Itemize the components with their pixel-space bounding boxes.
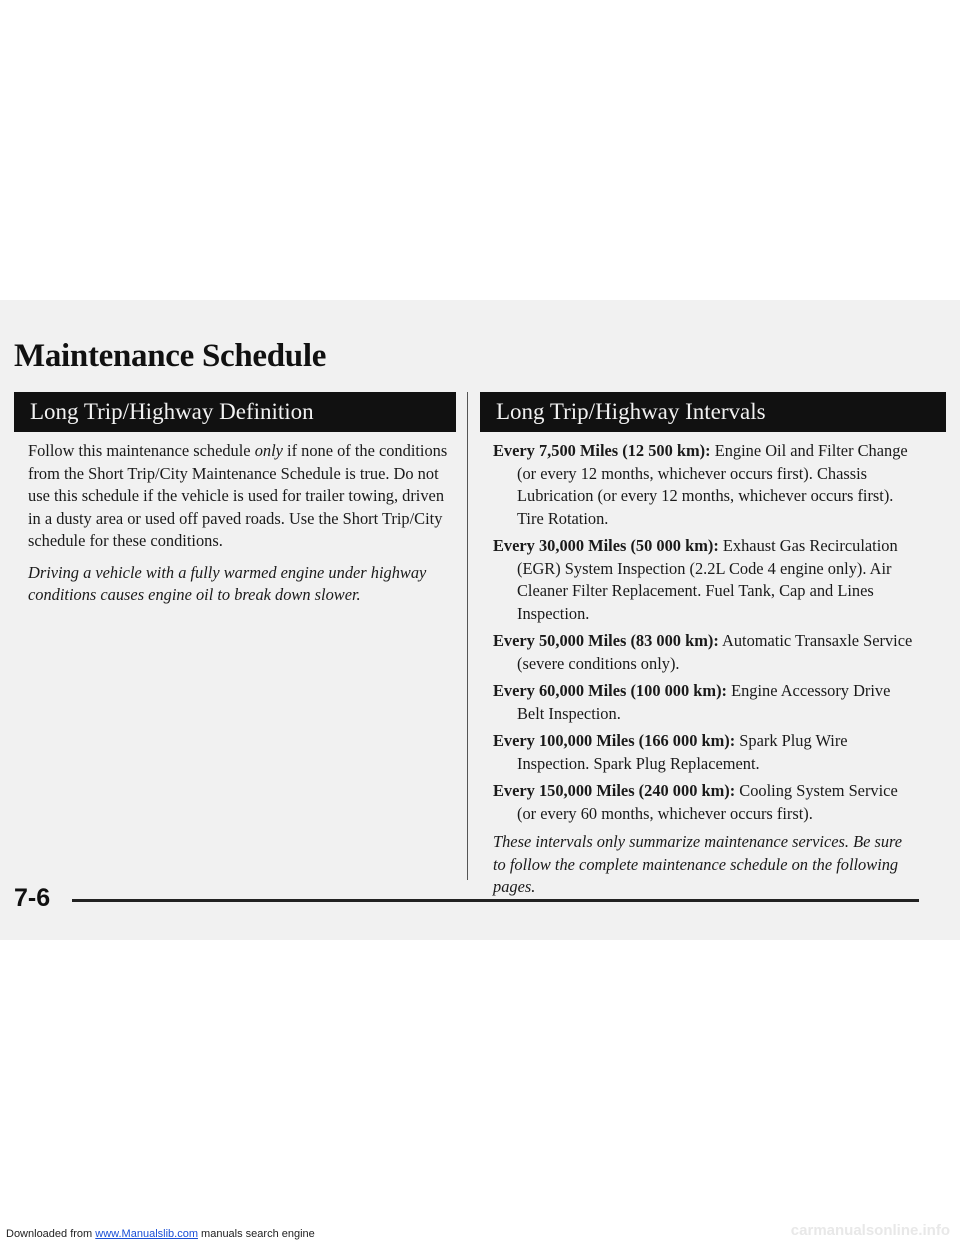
interval-item	[493, 630, 913, 675]
manualslib-link[interactable]: www.Manualslib.com	[95, 1228, 198, 1240]
section-heading-intervals: Long Trip/Highway Intervals	[480, 392, 946, 432]
interval-lead: Every 50,000 Miles (83 000 km):	[493, 631, 719, 650]
interval-item	[493, 440, 913, 530]
interval-lead: Every 7,500 Miles (12 500 km):	[493, 441, 711, 460]
interval-item	[493, 535, 913, 625]
download-prefix: Downloaded from	[6, 1228, 96, 1240]
interval-lead: Every 150,000 Miles (240 000 km):	[493, 781, 736, 800]
interval-lead: Every 100,000 Miles (166 000 km):	[493, 731, 736, 750]
definition-text-after: if none of the conditions from the Short Trip/City Maintenance Schedule is true. Do not use this schedule if the vehicle is used for trailer towing, driven in a dusty area or used off paved roads. Use the Short Trip/City schedule for these conditions.	[28, 441, 448, 550]
page-number: 7-6	[14, 884, 51, 912]
interval-lead: Every 30,000 Miles (50 000 km):	[493, 536, 719, 555]
definition-column	[28, 440, 448, 616]
download-notice	[6, 1228, 315, 1240]
interval-text: Cooling System Service (or every 60 months, whichever occurs first).	[517, 781, 898, 823]
interval-text: Engine Accessory Drive Belt Inspection.	[517, 681, 891, 723]
column-divider	[467, 392, 468, 880]
definition-paragraph	[28, 440, 448, 553]
interval-text: Engine Oil and Filter Change (or every 12 months, whichever occurs first). Chassis Lubrication (or every 12 months, whichever occurs first). Tire Rotation.	[517, 441, 908, 528]
definition-text-before: Follow this maintenance schedule	[28, 441, 255, 460]
interval-text: Exhaust Gas Recirculation (EGR) System Inspection (2.2L Code 4 engine only). Air Cleaner Filter Replacement. Fuel Tank, Cap and Lines Inspection.	[517, 536, 898, 623]
definition-emphasis: only	[254, 441, 283, 460]
interval-text: Automatic Transaxle Service (severe conditions only).	[517, 631, 913, 673]
footer-rule	[72, 899, 919, 902]
section-heading-definition: Long Trip/Highway Definition	[14, 392, 456, 432]
definition-note: Driving a vehicle with a fully warmed engine under highway conditions causes engine oil to break down slower.	[28, 562, 427, 604]
interval-item	[493, 730, 913, 775]
download-suffix: manuals search engine	[197, 1228, 315, 1240]
watermark: carmanualsonline.info	[790, 1222, 950, 1239]
interval-item	[493, 680, 913, 725]
intervals-column	[493, 440, 913, 915]
interval-lead: Every 60,000 Miles (100 000 km):	[493, 681, 727, 700]
intervals-closing-note: These intervals only summarize maintenance services. Be sure to follow the complete maintenance schedule on the following pages.	[493, 832, 903, 896]
interval-text: Spark Plug Wire Inspection. Spark Plug Replacement.	[517, 731, 848, 773]
page-title: Maintenance Schedule	[14, 338, 327, 374]
interval-item	[493, 780, 913, 825]
